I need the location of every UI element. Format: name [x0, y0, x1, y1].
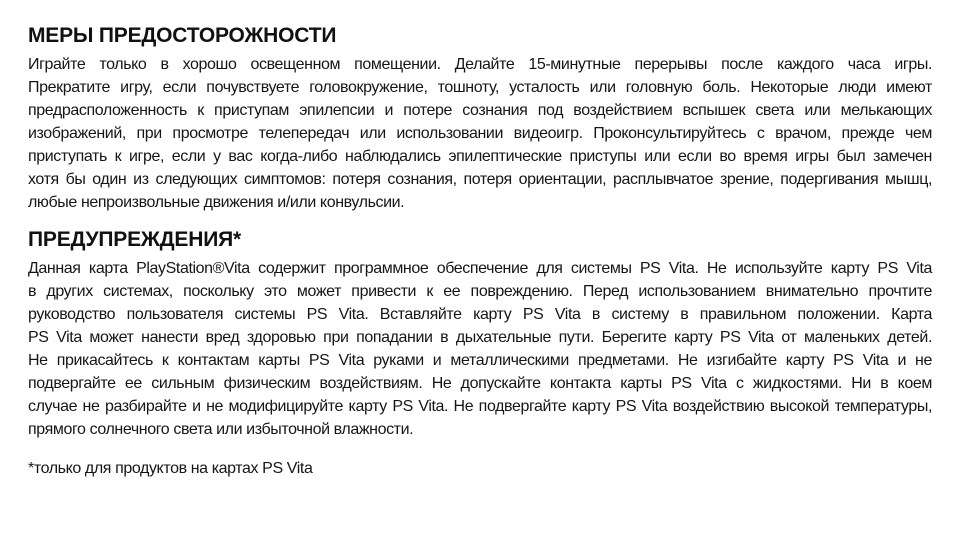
paragraph-line: подвергайте ее сильным физическим воздействиям. Не допускайте контакта карты PS Vita с жидкостями. Ни в коем — [28, 375, 932, 392]
paragraph-line: Данная карта PlayStation®Vita содержит программное обеспечение для системы PS Vita. Не используйте карту PS Vita — [28, 260, 932, 277]
paragraph-line: хотя бы один из следующих симптомов: потеря сознания, потеря ориентации, расплывчатое зрение, подергивания мышц, — [28, 171, 932, 188]
paragraph-line: PS Vita может нанести вред здоровью при попадании в дыхательные пути. Берегите карту PS Vita от маленьких детей. — [28, 329, 932, 346]
paragraph-line: изображений, при просмотре телепередач или использовании видеоигр. Проконсультируйтесь с врачом, прежде чем — [28, 125, 932, 142]
paragraph-line: прямого солнечного света или избыточной влажности. — [28, 421, 414, 438]
precautions-paragraph — [28, 53, 932, 214]
warnings-paragraph — [28, 257, 932, 441]
paragraph-line: Прекратите игру, если почувствуете головокружение, тошноту, усталость или головную боль. Некоторые люди имеют — [28, 79, 932, 96]
paragraph-line: приступать к игре, если у вас когда-либо наблюдались эпилептические приступы или если во время игры был замечен — [28, 148, 932, 165]
paragraph-line: руководство пользователя системы PS Vita. Вставляйте карту PS Vita в систему в правильном положении. Карта — [28, 306, 932, 323]
precautions-section — [28, 24, 932, 214]
paragraph-line: в других системах, поскольку это может привести к ее повреждению. Перед использованием внимательно прочтите — [28, 283, 932, 300]
warnings-section — [28, 228, 932, 441]
paragraph-line: Не прикасайтесь к контактам карты PS Vita руками и металлическими предметами. Не изгибайте карту PS Vita и не — [28, 352, 932, 369]
precautions-heading: МЕРЫ ПРЕДОСТОРОЖНОСТИ — [28, 24, 337, 47]
footnote-ps-vita-cards: *только для продуктов на картах PS Vita — [28, 460, 313, 477]
paragraph-line: случае не разбирайте и не модифицируйте карту PS Vita. Не подвергайте карту PS Vita воздействию высокой температуры, — [28, 398, 932, 415]
paragraph-line: Играйте только в хорошо освещенном помещении. Делайте 15-минутные перерывы после каждого часа игры. — [28, 56, 932, 73]
warnings-heading: ПРЕДУПРЕЖДЕНИЯ* — [28, 228, 241, 251]
paragraph-line: любые непроизвольные движения и/или конвульсии. — [28, 194, 405, 211]
paragraph-line: предрасположенность к приступам эпилепсии и потере сознания под воздействием вспышек света или мелькающих — [28, 102, 932, 119]
